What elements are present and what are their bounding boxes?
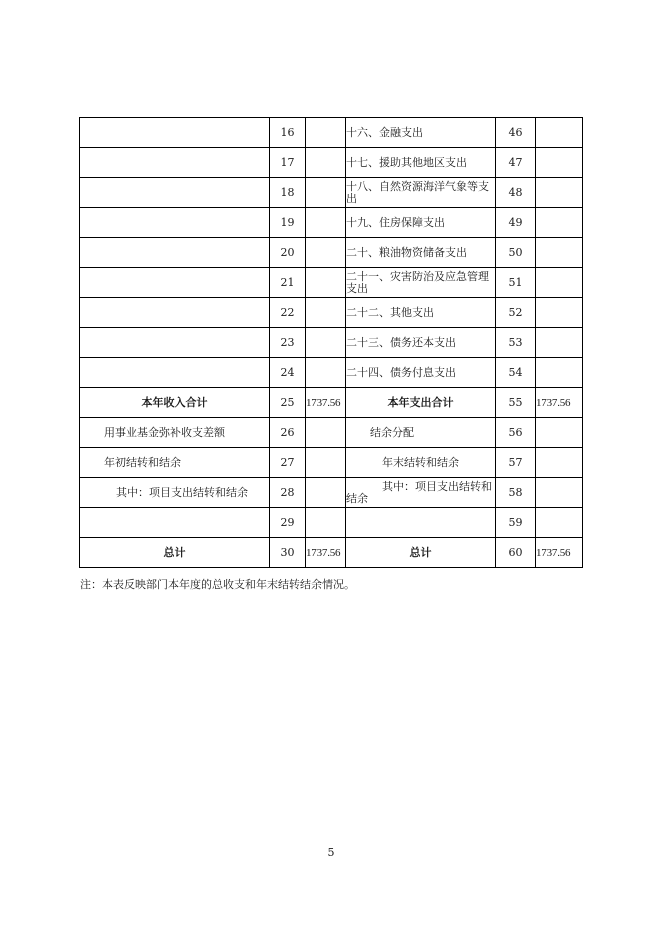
annual-income-total-amount: 1737.56 <box>306 388 346 418</box>
income-amount <box>306 178 346 208</box>
income-row-number: 28 <box>270 478 306 508</box>
income-amount <box>306 448 346 478</box>
page-number: 5 <box>327 846 335 859</box>
income-amount <box>306 328 346 358</box>
table-row <box>80 118 583 148</box>
income-item-label <box>80 118 270 148</box>
expenditure-row-number: 50 <box>496 238 536 268</box>
expenditure-item-label: 十六、金融支出 <box>346 118 496 148</box>
income-amount <box>306 148 346 178</box>
income-amount <box>306 208 346 238</box>
income-amount <box>306 268 346 298</box>
grand-total-expenditure-amount: 1737.56 <box>536 538 583 568</box>
expenditure-item-label: 十八、自然资源海洋气象等支出 <box>346 178 496 208</box>
income-row-number: 20 <box>270 238 306 268</box>
income-row-number: 18 <box>270 178 306 208</box>
expenditure-item-label: 年末结转和结余 <box>346 448 496 478</box>
table-row <box>80 478 583 508</box>
income-item-label <box>80 328 270 358</box>
expenditure-row-number: 59 <box>496 508 536 538</box>
expenditure-row-number: 58 <box>496 478 536 508</box>
table-row <box>80 238 583 268</box>
table-row <box>80 148 583 178</box>
expenditure-item-label: 二十、粮油物资储备支出 <box>346 238 496 268</box>
table-row <box>80 298 583 328</box>
grand-total-expenditure-label: 总计 <box>346 538 496 568</box>
expenditure-row-number: 55 <box>496 388 536 418</box>
expenditure-amount <box>536 358 583 388</box>
expenditure-amount <box>536 418 583 448</box>
income-item-label: 用事业基金弥补收支差额 <box>80 418 270 448</box>
expenditure-amount <box>536 508 583 538</box>
income-row-number: 30 <box>270 538 306 568</box>
income-row-number: 26 <box>270 418 306 448</box>
income-row-number: 16 <box>270 118 306 148</box>
income-row-number: 21 <box>270 268 306 298</box>
income-amount <box>306 478 346 508</box>
table-row-grand-total <box>80 538 583 568</box>
table-footnote: 注：本表反映部门本年度的总收支和年末结转结余情况。 <box>80 578 355 591</box>
expenditure-row-number: 52 <box>496 298 536 328</box>
expenditure-amount <box>536 118 583 148</box>
income-amount <box>306 238 346 268</box>
income-item-label: 其中：项目支出结转和结余 <box>80 478 270 508</box>
income-amount <box>306 358 346 388</box>
expenditure-item-label <box>346 508 496 538</box>
annual-income-total-label: 本年收入合计 <box>80 388 270 418</box>
expenditure-row-number: 47 <box>496 148 536 178</box>
income-row-number: 23 <box>270 328 306 358</box>
income-row-number: 22 <box>270 298 306 328</box>
income-item-label <box>80 238 270 268</box>
expenditure-amount <box>536 448 583 478</box>
income-row-number: 29 <box>270 508 306 538</box>
income-row-number: 17 <box>270 148 306 178</box>
income-item-label: 年初结转和结余 <box>80 448 270 478</box>
table-row <box>80 448 583 478</box>
expenditure-row-number: 48 <box>496 178 536 208</box>
grand-total-income-amount: 1737.56 <box>306 538 346 568</box>
expenditure-amount <box>536 238 583 268</box>
expenditure-row-number: 57 <box>496 448 536 478</box>
expenditure-amount <box>536 478 583 508</box>
expenditure-row-number: 56 <box>496 418 536 448</box>
grand-total-income-label: 总计 <box>80 538 270 568</box>
table-row-annual-total <box>80 388 583 418</box>
expenditure-row-number: 46 <box>496 118 536 148</box>
table-row <box>80 358 583 388</box>
expenditure-amount <box>536 178 583 208</box>
annual-expenditure-total-label: 本年支出合计 <box>346 388 496 418</box>
expenditure-item-label: 结余分配 <box>346 418 496 448</box>
expenditure-row-number: 60 <box>496 538 536 568</box>
table-row <box>80 328 583 358</box>
expenditure-row-number: 53 <box>496 328 536 358</box>
income-item-label <box>80 508 270 538</box>
expenditure-amount <box>536 298 583 328</box>
income-row-number: 27 <box>270 448 306 478</box>
income-item-label <box>80 268 270 298</box>
table-row <box>80 178 583 208</box>
table-row <box>80 508 583 538</box>
income-expenditure-table <box>79 117 583 568</box>
annual-expenditure-total-amount: 1737.56 <box>536 388 583 418</box>
expenditure-item-label: 十七、援助其他地区支出 <box>346 148 496 178</box>
income-amount <box>306 418 346 448</box>
expenditure-item-label: 二十三、债务还本支出 <box>346 328 496 358</box>
expenditure-item-label: 十九、住房保障支出 <box>346 208 496 238</box>
table-row <box>80 268 583 298</box>
income-row-number: 24 <box>270 358 306 388</box>
income-item-label <box>80 298 270 328</box>
expenditure-amount <box>536 208 583 238</box>
expenditure-item-label: 二十四、债务付息支出 <box>346 358 496 388</box>
expenditure-row-number: 49 <box>496 208 536 238</box>
expenditure-item-label: 其中：项目支出结转和结余 <box>346 478 496 508</box>
income-item-label <box>80 358 270 388</box>
table-row <box>80 208 583 238</box>
income-amount <box>306 508 346 538</box>
income-row-number: 25 <box>270 388 306 418</box>
income-item-label <box>80 178 270 208</box>
expenditure-amount <box>536 268 583 298</box>
expenditure-amount <box>536 328 583 358</box>
income-item-label <box>80 208 270 238</box>
expenditure-row-number: 51 <box>496 268 536 298</box>
income-amount <box>306 298 346 328</box>
expenditure-item-label: 二十一、灾害防治及应急管理支出 <box>346 268 496 298</box>
table-row <box>80 418 583 448</box>
income-row-number: 19 <box>270 208 306 238</box>
expenditure-amount <box>536 148 583 178</box>
expenditure-item-label: 二十二、其他支出 <box>346 298 496 328</box>
income-item-label <box>80 148 270 178</box>
income-amount <box>306 118 346 148</box>
expenditure-row-number: 54 <box>496 358 536 388</box>
